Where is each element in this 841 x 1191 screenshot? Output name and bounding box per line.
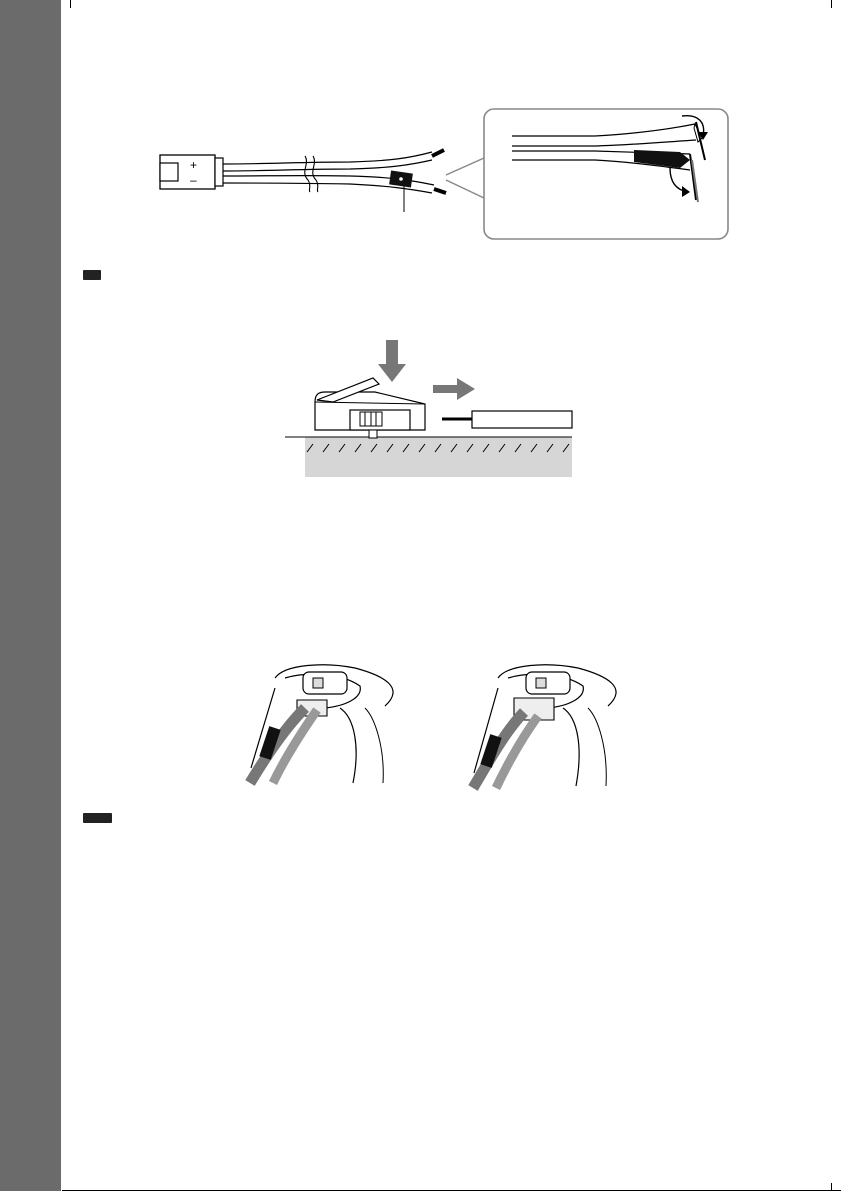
speaker-terminal-connection-figure-left — [245, 658, 425, 788]
speaker-cable-connector-figure — [150, 100, 740, 250]
note-icon — [83, 813, 112, 823]
plus-label: + — [190, 158, 198, 172]
minus-label: – — [190, 173, 197, 187]
crop-mark — [70, 0, 71, 8]
crop-mark — [831, 0, 832, 8]
side-tab — [0, 0, 61, 1191]
speaker-terminal-connection-figure-right — [468, 658, 648, 793]
insert-cable-into-connector-figure — [285, 340, 580, 485]
note-icon — [83, 270, 101, 280]
